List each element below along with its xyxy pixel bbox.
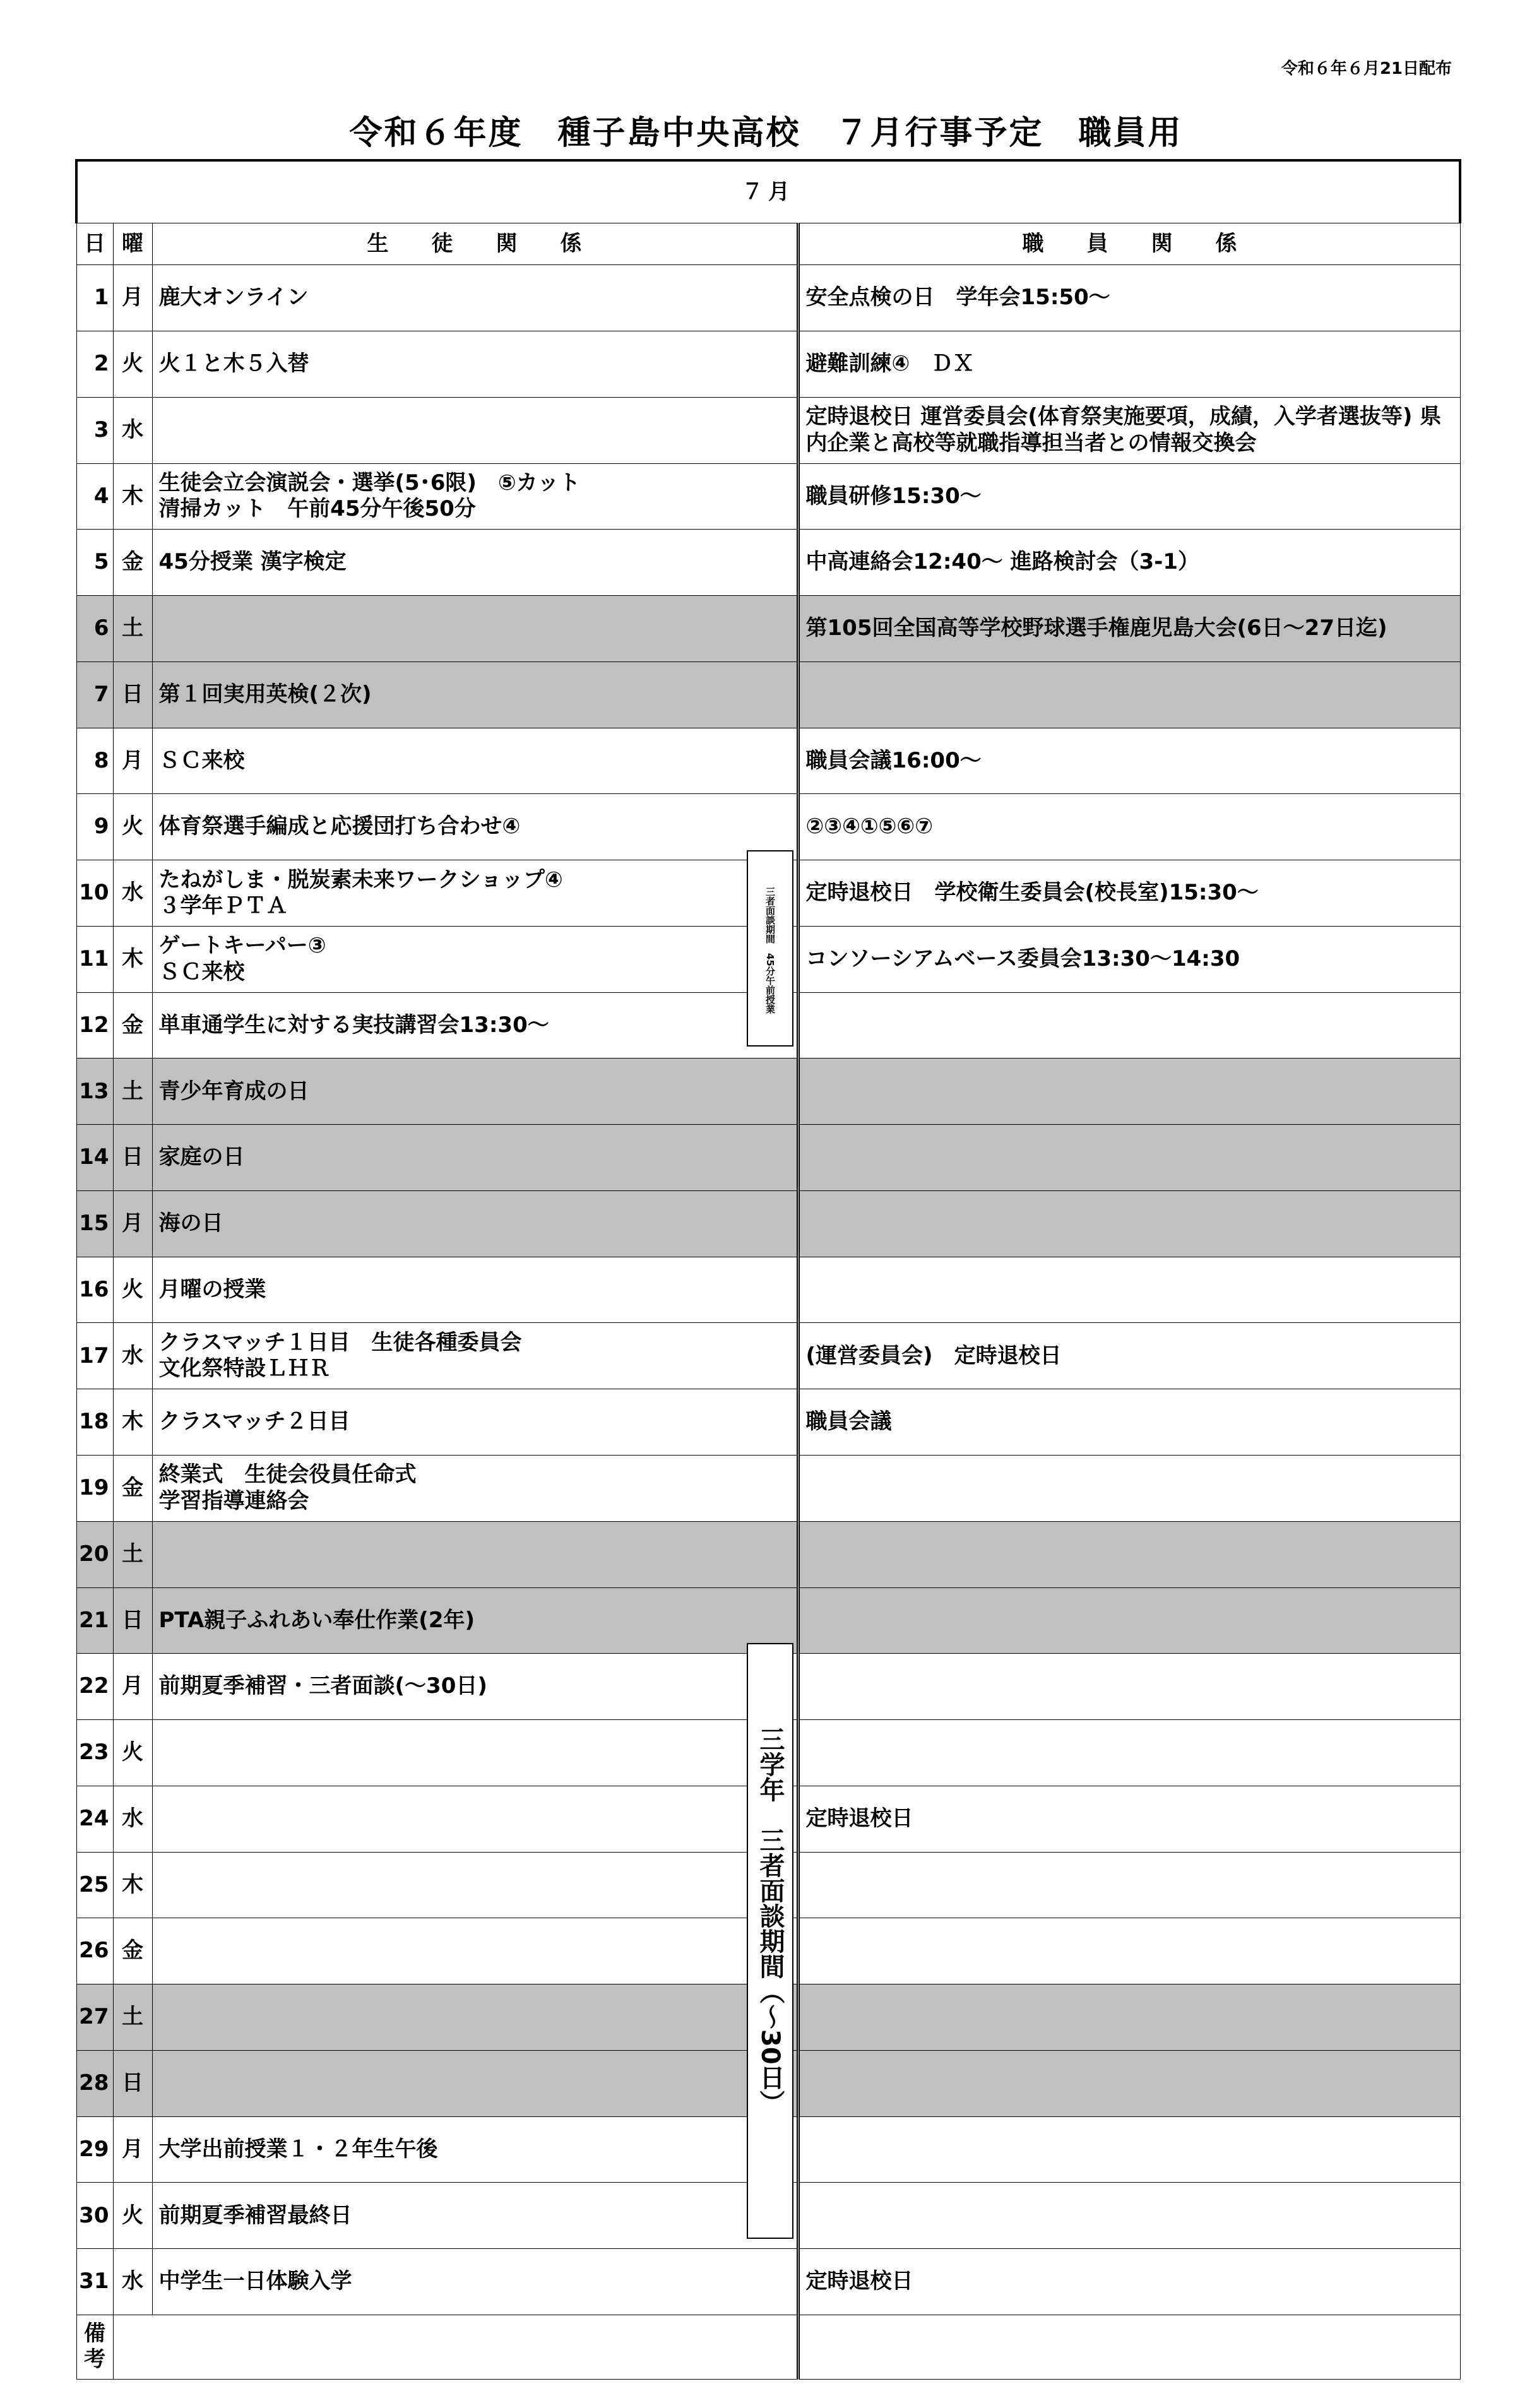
students-cell: 前期夏季補習・三者面談(～30日) <box>152 1654 798 1720</box>
day-cell: 14 <box>76 1125 113 1191</box>
day-cell: 19 <box>76 1455 113 1521</box>
day-cell: 20 <box>76 1521 113 1587</box>
day-cell: 15 <box>76 1190 113 1257</box>
day-cell: 26 <box>76 1918 113 1984</box>
staff-cell: 定時退校日 <box>798 2249 1460 2315</box>
staff-cell <box>798 1654 1460 1720</box>
day-cell: 27 <box>76 1984 113 2051</box>
table-row <box>76 1389 1460 1456</box>
students-cell: 第１回実用英検(２次) <box>152 661 798 728</box>
table-row <box>76 1257 1460 1323</box>
header-dow: 曜 <box>113 223 152 264</box>
students-cell <box>152 397 798 463</box>
weekday-cell: 日 <box>113 2050 152 2116</box>
table-row <box>76 1190 1460 1257</box>
students-cell: 鹿大オンライン <box>152 265 798 331</box>
staff-cell: 定時退校日 <box>798 1786 1460 1852</box>
weekday-cell: 水 <box>113 860 152 927</box>
students-cell: 家庭の日 <box>152 1125 798 1191</box>
weekday-cell: 水 <box>113 2249 152 2315</box>
students-cell: 単車通学生に対する実技講習会13:30～ <box>152 992 798 1059</box>
students-cell: 月曜の授業 <box>152 1257 798 1323</box>
day-cell: 24 <box>76 1786 113 1852</box>
notes-row <box>76 2315 1460 2379</box>
day-cell: 2 <box>76 331 113 397</box>
table-row <box>76 1521 1460 1587</box>
students-cell: PTA親子ふれあい奉仕作業(2年) <box>152 1587 798 1654</box>
weekday-cell: 土 <box>113 596 152 662</box>
students-cell: 生徒会立会演説会・選挙(5･6限) ⑤カット 清掃カット 午前45分午後50分 <box>152 463 798 530</box>
staff-cell <box>798 1059 1460 1125</box>
day-cell: 25 <box>76 1852 113 1918</box>
day-cell: 5 <box>76 530 113 596</box>
staff-cell <box>798 2116 1460 2183</box>
day-cell: 12 <box>76 992 113 1059</box>
staff-cell: 職員研修15:30～ <box>798 463 1460 530</box>
table-row <box>76 596 1460 662</box>
day-cell: 9 <box>76 794 113 860</box>
staff-cell <box>798 661 1460 728</box>
weekday-cell: 木 <box>113 1389 152 1456</box>
weekday-cell: 火 <box>113 1720 152 1786</box>
weekday-cell: 土 <box>113 1984 152 2051</box>
students-cell: 火１と木５入替 <box>152 331 798 397</box>
weekday-cell: 金 <box>113 1455 152 1521</box>
table-row <box>76 265 1460 331</box>
weekday-cell: 水 <box>113 1786 152 1852</box>
day-cell: 31 <box>76 2249 113 2315</box>
students-cell <box>152 2050 798 2116</box>
notes-students <box>113 2315 798 2379</box>
staff-cell <box>798 2050 1460 2116</box>
day-cell: 29 <box>76 2116 113 2183</box>
table-row <box>76 1125 1460 1191</box>
day-cell: 13 <box>76 1059 113 1125</box>
header-day: 日 <box>76 223 113 264</box>
notes-label: 備 考 <box>76 2315 113 2379</box>
staff-cell: 定時退校日 学校衛生委員会(校長室)15:30～ <box>798 860 1460 927</box>
weekday-cell: 土 <box>113 1059 152 1125</box>
day-cell: 22 <box>76 1654 113 1720</box>
weekday-cell: 火 <box>113 794 152 860</box>
students-cell <box>152 1521 798 1587</box>
weekday-cell: 木 <box>113 1852 152 1918</box>
distribution-date: 令和６年６月21日配布 <box>1281 59 1452 78</box>
day-cell: 1 <box>76 265 113 331</box>
staff-cell: コンソーシアムベース委員会13:30～14:30 <box>798 926 1460 992</box>
weekday-cell: 日 <box>113 661 152 728</box>
table-row <box>76 1323 1460 1389</box>
header-staff: 職 員 関 係 <box>798 223 1460 264</box>
table-row <box>76 397 1460 463</box>
students-cell: クラスマッチ１日目 生徒各種委員会 文化祭特設ＬＨＲ <box>152 1323 798 1389</box>
students-cell: 大学出前授業１・２年生午後 <box>152 2116 798 2183</box>
header-students: 生 徒 関 係 <box>152 223 798 264</box>
students-cell <box>152 1852 798 1918</box>
table-row <box>76 530 1460 596</box>
students-cell: たねがしま・脱炭素未来ワークショップ④ ３学年ＰＴＡ <box>152 860 798 927</box>
staff-cell <box>798 1257 1460 1323</box>
students-cell: 青少年育成の日 <box>152 1059 798 1125</box>
students-cell <box>152 1720 798 1786</box>
staff-cell <box>798 1125 1460 1191</box>
weekday-cell: 金 <box>113 530 152 596</box>
weekday-cell: 月 <box>113 1190 152 1257</box>
interview-period-note: 三者面談期間 45分午前授業 <box>764 886 776 1014</box>
table-row <box>76 1455 1460 1521</box>
staff-cell: 避難訓練④ ＤＸ <box>798 331 1460 397</box>
weekday-cell: 水 <box>113 1323 152 1389</box>
notes-staff <box>798 2315 1460 2379</box>
weekday-cell: 土 <box>113 1521 152 1587</box>
day-cell: 8 <box>76 728 113 794</box>
students-cell: ゲートキーパー③ ＳＣ来校 <box>152 926 798 992</box>
day-cell: 30 <box>76 2183 113 2249</box>
weekday-cell: 金 <box>113 1918 152 1984</box>
staff-cell <box>798 992 1460 1059</box>
table-row <box>76 331 1460 397</box>
staff-cell <box>798 1852 1460 1918</box>
students-cell: 終業式 生徒会役員任命式 学習指導連絡会 <box>152 1455 798 1521</box>
day-cell: 28 <box>76 2050 113 2116</box>
day-cell: 4 <box>76 463 113 530</box>
staff-cell: 職員会議 <box>798 1389 1460 1456</box>
grade3-interview-period-note: 三学年 三者面談期間（～30日） <box>756 1726 785 2115</box>
day-cell: 16 <box>76 1257 113 1323</box>
weekday-cell: 月 <box>113 2116 152 2183</box>
day-cell: 11 <box>76 926 113 992</box>
grade3-interview-period-box <box>747 1643 793 2239</box>
students-cell <box>152 596 798 662</box>
students-cell: 体育祭選手編成と応援団打ち合わせ④ <box>152 794 798 860</box>
day-cell: 21 <box>76 1587 113 1654</box>
weekday-cell: 月 <box>113 728 152 794</box>
students-cell <box>152 1786 798 1852</box>
staff-cell <box>798 1984 1460 2051</box>
staff-cell: (運営委員会) 定時退校日 <box>798 1323 1460 1389</box>
page-title: 令和６年度 種子島中央高校 ７月行事予定 職員用 <box>349 114 1183 152</box>
students-cell: ＳＣ来校 <box>152 728 798 794</box>
weekday-cell: 木 <box>113 463 152 530</box>
students-cell: クラスマッチ２日目 <box>152 1389 798 1456</box>
staff-cell <box>798 1587 1460 1654</box>
staff-cell: 定時退校日 運営委員会(体育祭実施要項，成績，入学者選抜等) 県内企業と高校等就職指導担当者との情報交換会 <box>798 397 1460 463</box>
staff-cell: 中高連絡会12:40～ 進路検討会（3-1） <box>798 530 1460 596</box>
staff-cell <box>798 1918 1460 1984</box>
staff-cell <box>798 1190 1460 1257</box>
day-cell: 7 <box>76 661 113 728</box>
weekday-cell: 金 <box>113 992 152 1059</box>
staff-cell <box>798 1455 1460 1521</box>
month-heading: ７月 <box>76 160 1460 223</box>
weekday-cell: 木 <box>113 926 152 992</box>
day-cell: 3 <box>76 397 113 463</box>
staff-cell: 第105回全国高等学校野球選手権鹿児島大会(6日～27日迄) <box>798 596 1460 662</box>
staff-cell: 安全点検の日 学年会15:50～ <box>798 265 1460 331</box>
staff-cell: ②③④①⑤⑥⑦ <box>798 794 1460 860</box>
day-cell: 6 <box>76 596 113 662</box>
weekday-cell: 火 <box>113 1257 152 1323</box>
weekday-cell: 日 <box>113 1587 152 1654</box>
weekday-cell: 水 <box>113 397 152 463</box>
students-cell: 45分授業 漢字検定 <box>152 530 798 596</box>
month-row <box>76 160 1460 223</box>
students-cell: 海の日 <box>152 1190 798 1257</box>
staff-cell <box>798 1521 1460 1587</box>
table-row <box>76 661 1460 728</box>
students-cell <box>152 1918 798 1984</box>
students-cell <box>152 1984 798 2051</box>
table-row <box>76 728 1460 794</box>
day-cell: 23 <box>76 1720 113 1786</box>
day-cell: 17 <box>76 1323 113 1389</box>
weekday-cell: 火 <box>113 331 152 397</box>
staff-cell <box>798 2183 1460 2249</box>
table-row <box>76 463 1460 530</box>
day-cell: 18 <box>76 1389 113 1456</box>
weekday-cell: 火 <box>113 2183 152 2249</box>
day-cell: 10 <box>76 860 113 927</box>
weekday-cell: 月 <box>113 265 152 331</box>
table-row <box>76 1059 1460 1125</box>
weekday-cell: 日 <box>113 1125 152 1191</box>
students-cell: 前期夏季補習最終日 <box>152 2183 798 2249</box>
staff-cell: 職員会議16:00～ <box>798 728 1460 794</box>
staff-cell <box>798 1720 1460 1786</box>
students-cell: 中学生一日体験入学 <box>152 2249 798 2315</box>
column-header-row <box>76 223 1460 264</box>
weekday-cell: 月 <box>113 1654 152 1720</box>
interview-period-note-box <box>747 850 793 1047</box>
